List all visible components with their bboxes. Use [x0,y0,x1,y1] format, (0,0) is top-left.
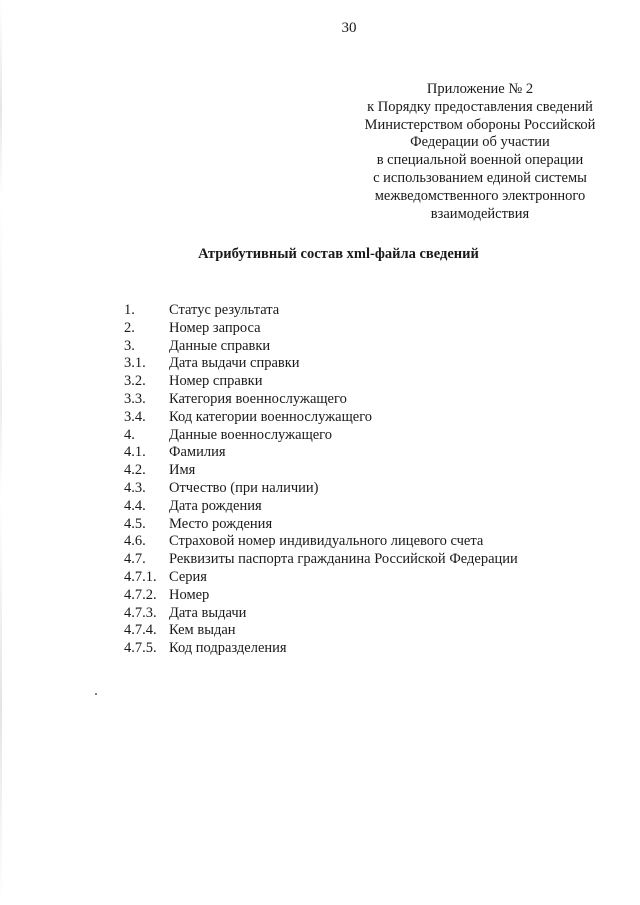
list-item [124,409,518,427]
item-text: Номер справки [169,373,263,390]
list-item [124,462,518,480]
item-number: 2. [124,319,135,336]
appendix-line: взаимодействия [430,205,530,222]
appendix-line: Приложение № 2 [426,81,534,97]
list-item [124,622,518,640]
item-text: Категория военнослужащего [169,390,347,407]
item-number: 4.7.1. [124,568,157,585]
appendix-line: в специальной военной операции [376,152,584,169]
appendix-line: межведомственного электронного [374,187,586,204]
item-text: Данные военнослужащего [169,426,333,443]
item-text: Дата рождения [169,497,262,514]
appendix-line: с использованием единой системы [373,169,587,186]
item-number: 4. [124,426,135,443]
appendix-line: Федерации об участии [410,134,550,151]
item-number: 4.2. [124,462,146,479]
list-item [124,551,518,569]
document-title: Атрибутивный состав xml-файла сведений [198,246,479,262]
list-item [124,427,518,445]
item-text: Номер запроса [169,319,261,336]
list-item [124,480,518,498]
item-number: 3. [124,337,135,354]
item-number: 4.7. [124,551,146,568]
page-number: 30 [341,20,357,36]
item-number: 4.7.5. [124,640,157,657]
appendix-line: Министерством обороны Российской [364,116,596,133]
list-item [124,587,518,605]
item-text: Реквизиты паспорта гражданина Российской Федерации [169,551,518,568]
item-number: 3.4. [124,408,146,425]
item-number: 4.7.2. [124,586,157,603]
item-text: Серия [169,568,207,585]
item-text: Дата выдачи справки [169,355,300,372]
item-text: Код подразделения [169,640,287,657]
item-text: Статус результата [169,302,280,318]
list-item [124,498,518,516]
attribute-list [124,302,518,658]
item-number: 1. [124,302,135,318]
list-item [124,320,518,338]
item-number: 4.3. [124,479,146,496]
appendix-line: к Порядку предоставления сведений [367,98,593,115]
item-text: Номер [169,586,210,603]
item-number: 4.7.4. [124,622,157,639]
item-number: 4.5. [124,515,146,532]
list-item [124,355,518,373]
item-text: Место рождения [169,515,273,532]
item-number: 3.1. [124,355,146,372]
list-item [124,391,518,409]
item-text: Код категории военнослужащего [169,408,373,425]
scan-edge-shadow [0,0,2,905]
item-number: 4.6. [124,533,146,550]
item-number: 3.2. [124,373,146,390]
list-item [124,533,518,551]
appendix-header [330,81,630,223]
list-item [124,640,518,658]
list-item [124,605,518,623]
item-text: Страховой номер индивидуального лицевого счета [169,533,484,550]
item-text: Имя [169,462,196,479]
item-text: Данные справки [169,337,271,354]
item-number: 3.3. [124,390,146,407]
list-item [124,516,518,534]
list-item [124,444,518,462]
item-text: Дата выдачи [169,604,247,621]
list-item [124,569,518,587]
list-item [124,373,518,391]
scan-speck [95,693,97,695]
list-item [124,302,518,320]
list-item [124,338,518,356]
item-number: 4.1. [124,444,146,461]
item-text: Отчество (при наличии) [169,479,319,496]
item-text: Кем выдан [169,622,236,639]
item-number: 4.4. [124,497,146,514]
item-text: Фамилия [169,444,226,461]
item-number: 4.7.3. [124,604,157,621]
